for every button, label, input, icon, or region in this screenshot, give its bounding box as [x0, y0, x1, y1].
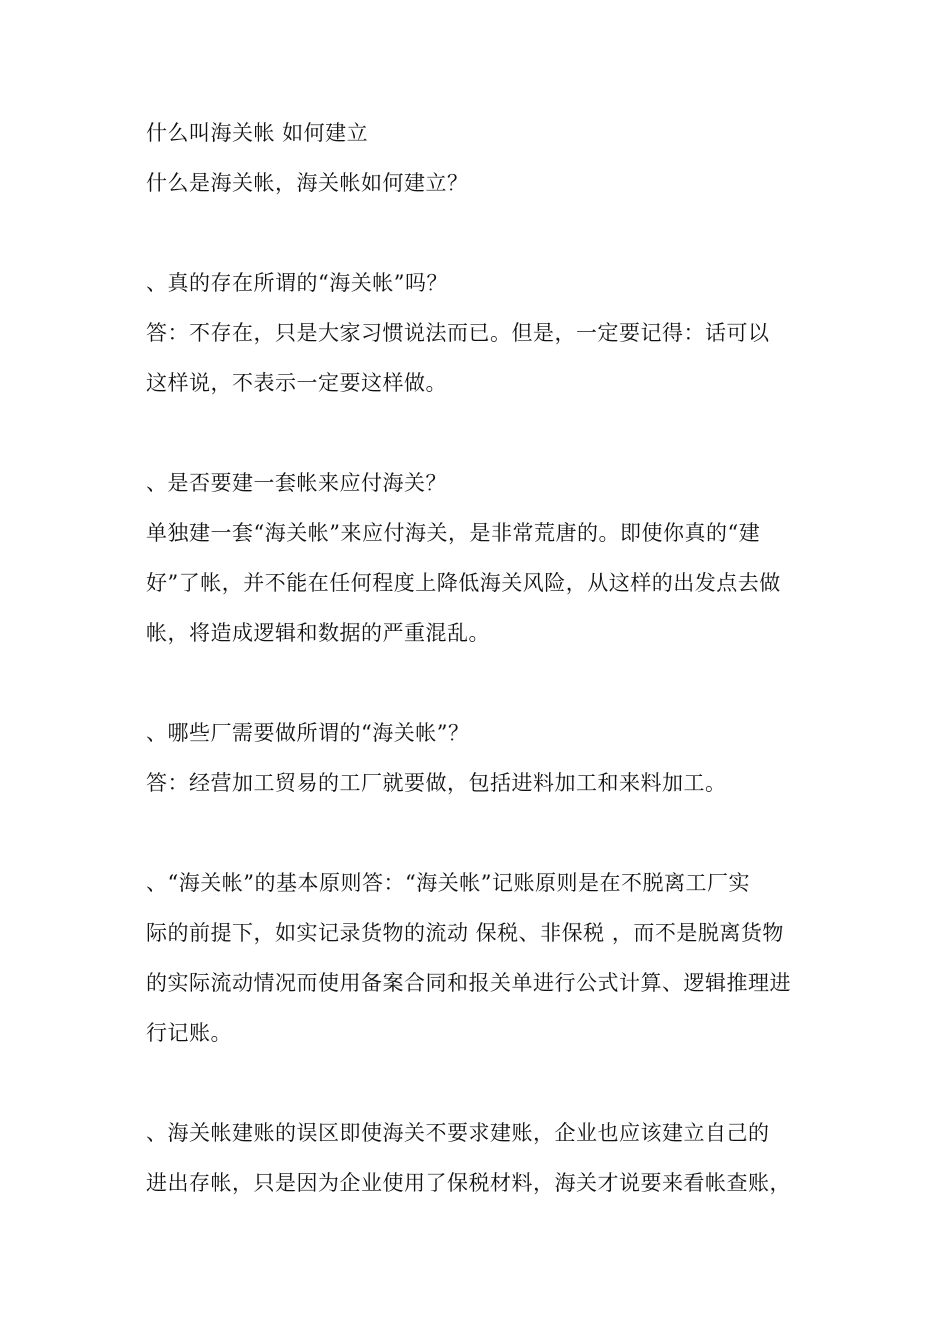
document-subtitle: 什么是海关帐，海关帐如何建立？: [146, 171, 469, 195]
section-5-line: 进出存帐，只是因为企业使用了保税材料，海关才说要来看帐查账，: [146, 1171, 791, 1195]
section-3-answer-line: 答：经营加工贸易的工厂就要做，包括进料加工和来料加工。: [146, 771, 727, 795]
section-3-question: 、哪些厂需要做所谓的“海关帐”？: [146, 721, 470, 745]
section-4-line: 、“海关帐”的基本原则答：“海关帐”记账原则是在不脱离工厂实: [146, 871, 750, 895]
section-4-line: 的实际流动情况而使用备案合同和报关单进行公式计算、逻辑推理进: [146, 971, 791, 995]
section-1-answer-line: 这样说，不表示一定要这样做。: [146, 371, 447, 395]
section-1-answer-line: 答：不存在，只是大家习惯说法而已。但是，一定要记得：话可以: [146, 321, 770, 345]
section-2-answer-line: 帐，将造成逻辑和数据的严重混乱。: [146, 621, 490, 645]
section-2-question: 、是否要建一套帐来应付海关？: [146, 471, 447, 495]
section-1-question: 、真的存在所谓的“海关帐”吗？: [146, 271, 448, 295]
section-4-line: 行记账。: [146, 1021, 232, 1045]
section-2-answer-line: 单独建一套“海关帐”来应付海关，是非常荒唐的。即使你真的“建: [146, 521, 761, 545]
section-5-line: 、海关帐建账的误区即使海关不要求建账，企业也应该建立自己的: [146, 1121, 770, 1145]
section-2-answer-line: 好”了帐，并不能在任何程度上降低海关风险，从这样的出发点去做: [146, 571, 781, 595]
section-4-line: 际的前提下，如实记录货物的流动 保税、非保税 ，而不是脱离货物: [146, 921, 784, 945]
document-title: 什么叫海关帐 如何建立: [146, 121, 369, 145]
